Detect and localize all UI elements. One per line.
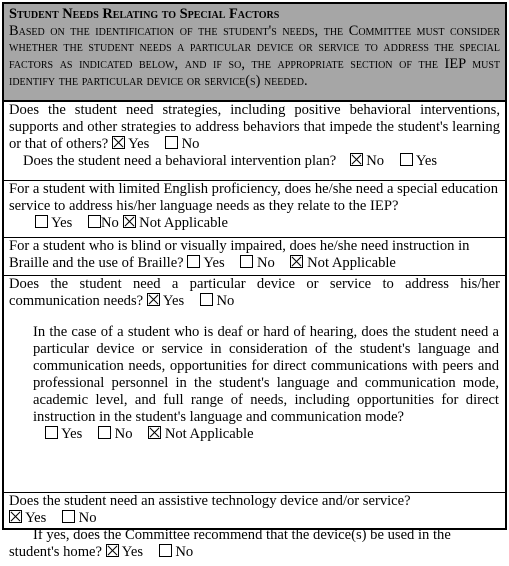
behavior-section — [4, 102, 505, 181]
home-no-checkbox[interactable] — [159, 544, 172, 557]
braille-no-checkbox[interactable] — [240, 255, 253, 268]
assistive-technology-section — [4, 493, 505, 566]
braille-no-label: No — [256, 255, 275, 271]
bip-no-label: No — [366, 153, 385, 169]
assistive-yes-checkbox[interactable] — [9, 510, 22, 523]
device-question: Does the student need a particular device or service to address his/her communication needs? — [9, 276, 500, 309]
communication-device-section — [4, 276, 505, 493]
assistive-no-label: No — [78, 510, 97, 526]
deaf-yes-checkbox[interactable] — [45, 426, 58, 439]
deaf-yes-label: Yes — [61, 426, 83, 442]
behavior-no-checkbox[interactable] — [165, 136, 178, 149]
braille-na-checkbox[interactable] — [290, 255, 303, 268]
behavior-yes-label: Yes — [128, 136, 150, 152]
device-yes-label: Yes — [162, 293, 185, 309]
deaf-question: In the case of a student who is deaf or hard of hearing, does the student need a particular device or service in consideration of the student's language and communication needs, opportunities for direct communications with peers and professional personnel in the student's language and communication mode, academic level, and full range of needs, including opportunities for direct instruction in the student's language and communication mode? — [33, 324, 499, 425]
lep-no-label: No — [101, 215, 119, 231]
header-instructions: Based on the identification of the student's needs, the Committee must consider whether the student needs a particular device or service to address the special factors as indicated below, and if so, the appropriate section of the IEP must identify the particular device or service(s) needed. — [9, 22, 500, 89]
home-no-label: No — [175, 544, 194, 560]
special-factors-form — [2, 2, 507, 560]
device-yes-checkbox[interactable] — [147, 293, 160, 306]
home-question-line1: If yes, does the Committee recommend that the device(s) be used in the — [33, 527, 451, 543]
lep-question: For a student with limited English proficiency, does he/she need a special education service to address his/her language needs as they relate to the IEP? — [9, 181, 499, 214]
bip-question: Does the student need a behavioral intervention plan? — [23, 153, 337, 169]
behavior-no-label: No — [181, 136, 200, 152]
braille-section — [4, 238, 505, 276]
bip-yes-label: Yes — [415, 153, 438, 169]
assistive-no-checkbox[interactable] — [62, 510, 75, 523]
braille-yes-label: Yes — [203, 255, 225, 271]
device-no-checkbox[interactable] — [200, 293, 213, 306]
lep-section — [4, 181, 505, 238]
braille-question: For a student who is blind or visually impaired, does he/she need instruction in Braille and the use of Braille? — [9, 238, 470, 271]
device-no-label: No — [216, 293, 235, 309]
deaf-no-label: No — [114, 426, 133, 442]
bip-yes-checkbox[interactable] — [400, 153, 413, 166]
header-title: Student Needs Relating to Special Factors — [9, 6, 280, 22]
deaf-no-checkbox[interactable] — [98, 426, 111, 439]
assistive-question: Does the student need an assistive technology device and/or service? — [9, 493, 411, 509]
home-yes-label: Yes — [121, 544, 144, 560]
deaf-na-checkbox[interactable] — [148, 426, 161, 439]
lep-no-checkbox[interactable] — [88, 215, 101, 228]
braille-na-label: Not Applicable — [307, 255, 396, 271]
behavior-yes-checkbox[interactable] — [112, 136, 125, 149]
bip-no-checkbox[interactable] — [350, 153, 363, 166]
form-header — [4, 4, 505, 102]
braille-yes-checkbox[interactable] — [187, 255, 200, 268]
behavior-question: Does the student need strategies, including positive behavioral interventions, supports and other strategies to address behaviors that impede the student's learning or that of others? — [9, 102, 500, 152]
home-yes-checkbox[interactable] — [106, 544, 119, 557]
lep-na-label: Not Applicable — [139, 215, 228, 231]
deaf-na-label: Not Applicable — [164, 426, 254, 442]
home-question-line2: student's home? — [9, 544, 103, 560]
lep-yes-label: Yes — [51, 215, 73, 231]
lep-yes-checkbox[interactable] — [35, 215, 48, 228]
assistive-yes-label: Yes — [25, 510, 47, 526]
lep-na-checkbox[interactable] — [123, 215, 136, 228]
